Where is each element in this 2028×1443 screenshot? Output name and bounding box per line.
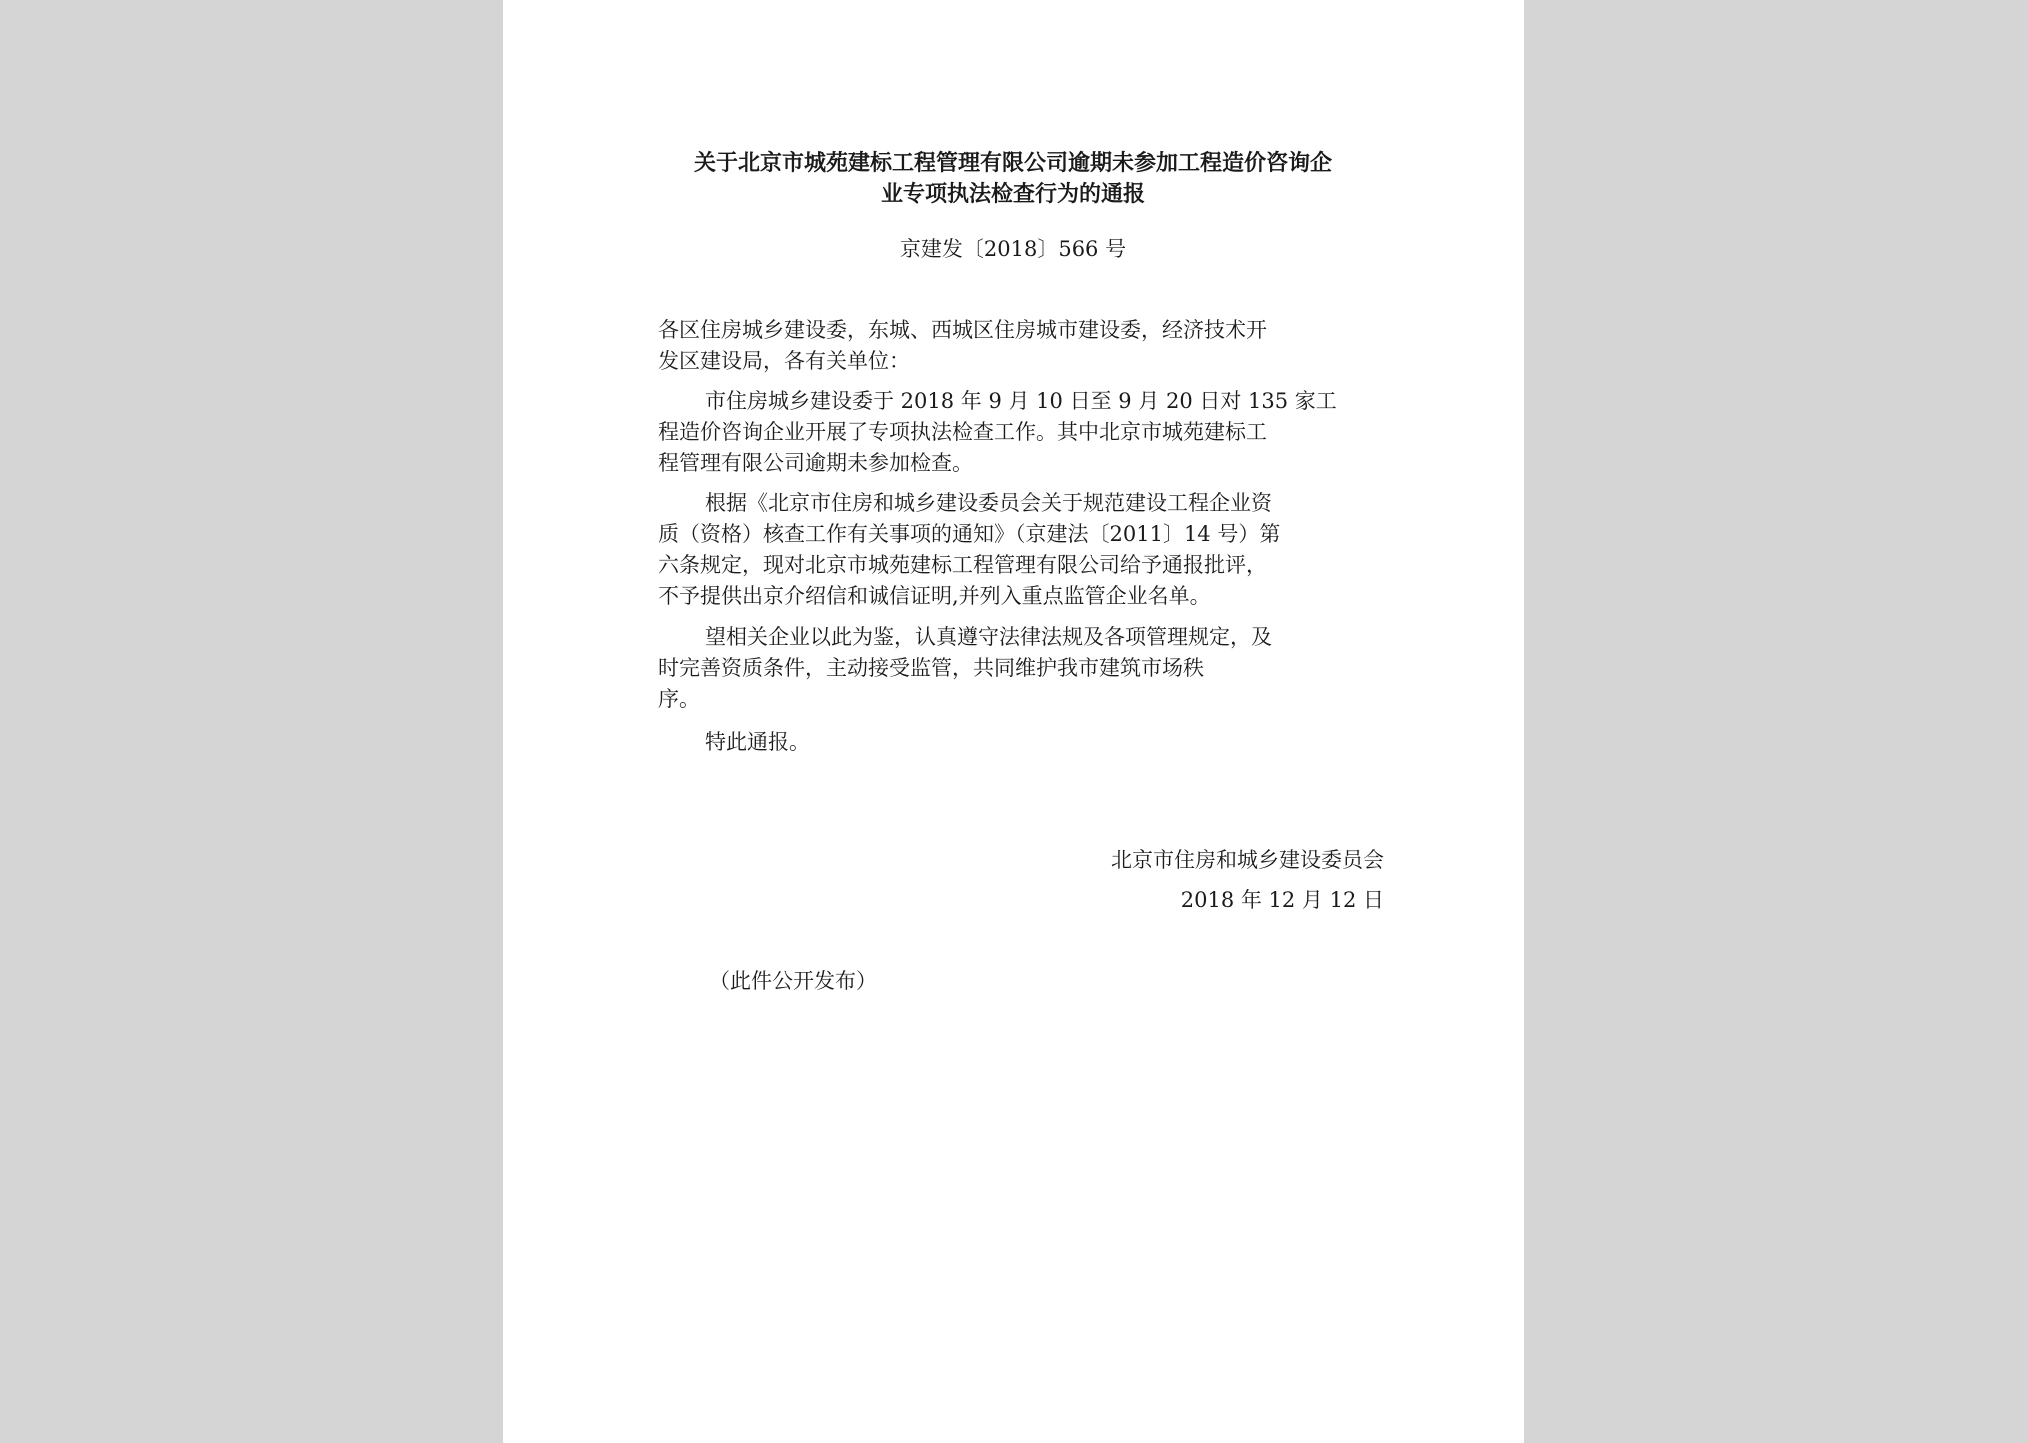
paragraph-1-line-1: 市住房城乡建设委于 2018 年 9 月 10 日至 9 月 20 日对 135 家工	[705, 389, 1337, 413]
paragraph-1-line-2: 程造价咨询企业开展了专项执法检查工作。其中北京市城苑建标工	[658, 420, 1267, 444]
paragraph-2-line-2: 质（资格）核查工作有关事项的通知》（京建法〔2011〕14 号）第	[658, 522, 1281, 546]
salutation-line-1: 各区住房城乡建设委，东城、西城区住房城市建设委，经济技术开	[658, 318, 1267, 342]
paragraph-2-line-1: 根据《北京市住房和城乡建设委员会关于规范建设工程企业资	[705, 491, 1272, 515]
document-date: 2018 年 12 月 12 日	[1180, 888, 1384, 912]
publication-note: （此件公开发布）	[709, 969, 877, 993]
paragraph-3-line-3: 序。	[658, 687, 700, 711]
salutation-line-2: 发区建设局，各有关单位：	[658, 349, 910, 373]
document-number: 京建发〔2018〕566 号	[899, 237, 1127, 261]
document-title-line-1: 关于北京市城苑建标工程管理有限公司逾期未参加工程造价咨询企	[693, 150, 1332, 176]
paragraph-2-line-4: 不予提供出京介绍信和诚信证明,并列入重点监管企业名单。	[658, 584, 1211, 608]
paragraph-1-line-3: 程管理有限公司逾期未参加检查。	[658, 451, 973, 475]
closing-line: 特此通报。	[705, 730, 810, 754]
signature: 北京市住房和城乡建设委员会	[1111, 848, 1384, 872]
paragraph-3-line-2: 时完善资质条件，主动接受监管，共同维护我市建筑市场秩	[658, 656, 1204, 680]
paragraph-2-line-3: 六条规定，现对北京市城苑建标工程管理有限公司给予通报批评，	[658, 553, 1267, 577]
paragraph-3-line-1: 望相关企业以此为鉴，认真遵守法律法规及各项管理规定，及	[705, 625, 1272, 649]
document-page	[503, 0, 1524, 1443]
document-title-line-2: 业专项执法检查行为的通报	[880, 181, 1145, 207]
